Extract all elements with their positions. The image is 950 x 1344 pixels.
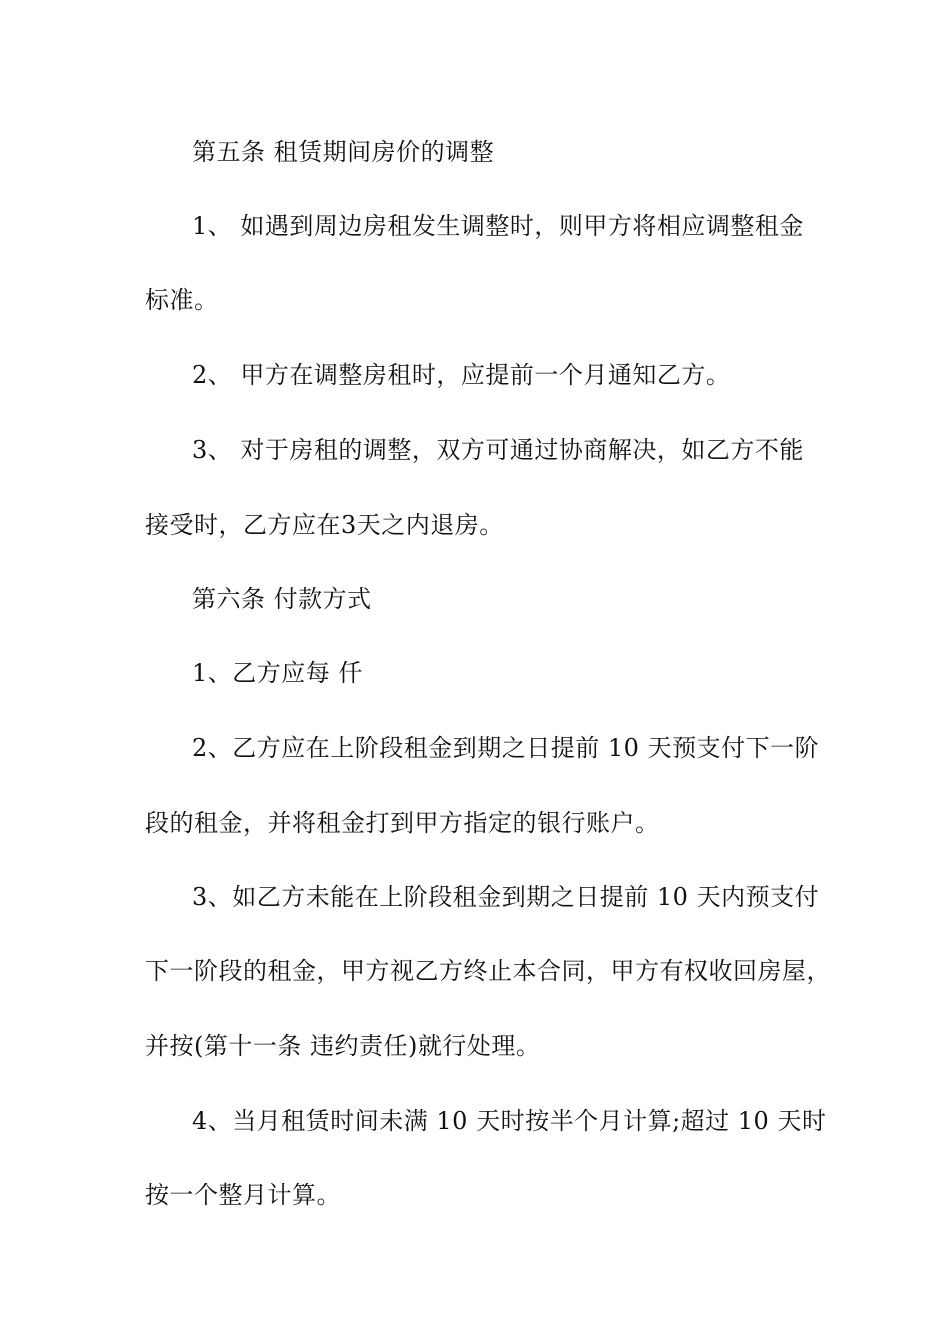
article-6-item-1: 1、乙方应每 仟	[192, 659, 363, 687]
article-6-item-3-line-1: 3、如乙方未能在上阶段租金到期之日提前 10 天内预支付	[192, 883, 820, 911]
article-6-item-3-line-2: 下一阶段的租金，甲方视乙方终止本合同，甲方有权收回房屋，	[145, 957, 831, 985]
article-6-item-4-line-2: 按一个整月计算。	[145, 1181, 341, 1209]
article-5-item-3-line-2: 接受时，乙方应在3天之内退房。	[145, 511, 504, 539]
article-6-item-2-line-1: 2、乙方应在上阶段租金到期之日提前 10 天预支付下一阶	[192, 734, 820, 762]
article-6-item-2-line-2: 段的租金，并将租金打到甲方指定的银行账户。	[145, 809, 660, 837]
article-5-heading: 第五条 租赁期间房价的调整	[192, 138, 495, 166]
article-5-item-1-line-1: 1、 如遇到周边房租发生调整时，则甲方将相应调整租金	[192, 212, 804, 240]
article-5-item-2: 2、 甲方在调整房租时，应提前一个月通知乙方。	[192, 361, 731, 389]
article-6-item-3-line-3: 并按(第十一条 违约责任)就行处理。	[145, 1032, 541, 1060]
article-6-heading: 第六条 付款方式	[192, 585, 372, 613]
article-6-item-4-line-1: 4、当月租赁时间未满 10 天时按半个月计算;超过 10 天时	[192, 1107, 827, 1135]
article-5-item-3-line-1: 3、 对于房租的调整，双方可通过协商解决，如乙方不能	[192, 436, 804, 464]
article-5-item-1-line-2: 标准。	[145, 286, 219, 314]
